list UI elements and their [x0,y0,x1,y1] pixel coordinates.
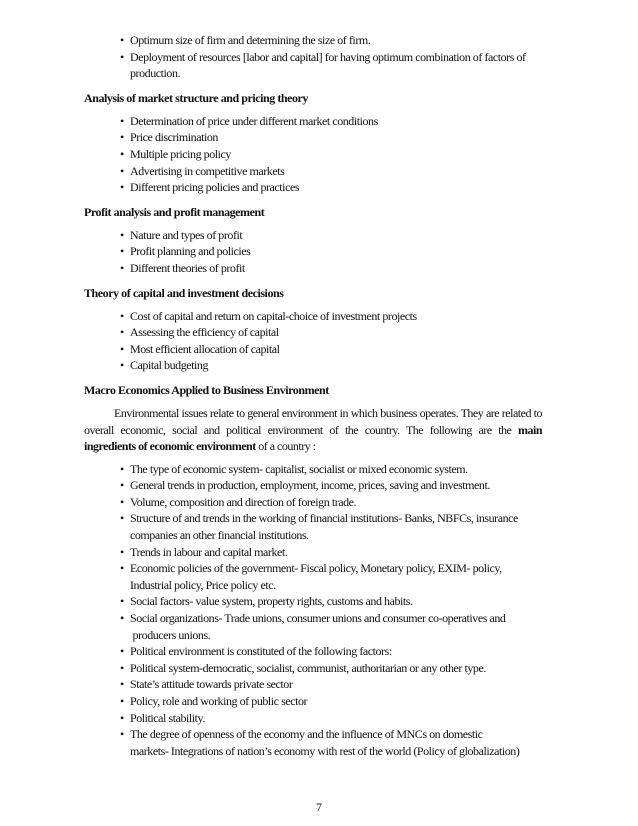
section-heading-market-structure: Analysis of market structure and pricing theory [84,90,308,105]
bullet-list-top [84,32,542,82]
list-item: • Economic policies of the government- Fiscal policy, Monetary policy, EXIM- policy, Industrial policy, Price policy etc. [120,560,542,593]
list-item: • General trends in production, employment, income, prices, saving and investment. [120,477,542,494]
list-item: • State’s attitude towards private sector [120,676,542,693]
bullet-list-market [84,113,542,196]
list-item: • The type of economic system- capitalist, socialist or mixed economic system. [120,461,542,478]
list-item: • Political system-democratic, socialist, communist, authoritarian or any other type. [120,660,542,677]
list-item: • The degree of openness of the economy and the influence of MNCs on domestic markets- Integrations of nation’s economy with rest of the world (Policy of globalization) [120,726,542,759]
list-item-continuation: companies an other financial institutions. [130,528,309,543]
list-item: • Nature and types of profit [120,227,542,244]
bullet-list-macro [84,461,542,760]
list-item: • Optimum size of firm and determining the size of firm. [120,32,542,49]
section-heading-capital: Theory of capital and investment decisions [84,285,284,300]
list-item: • Deployment of resources [labor and capital] for having optimum combination of factors of production. [120,49,542,82]
document-page [84,32,542,759]
list-item: • Profit planning and policies [120,243,542,260]
list-item-continuation: production. [130,66,181,81]
list-item: • Different theories of profit [120,260,542,277]
list-item: • Multiple pricing policy [120,146,542,163]
list-item-continuation: markets- Integrations of nation’s economy with rest of the world (Policy of globalization) [130,743,520,758]
list-item: • Price discrimination [120,129,542,146]
section-heading-profit: Profit analysis and profit management [84,204,265,219]
list-item: • Advertising in competitive markets [120,163,542,180]
list-item: • Cost of capital and return on capital-choice of investment projects [120,308,542,325]
list-item: • Determination of price under different market conditions [120,113,542,130]
list-item: • Different pricing policies and practices [120,179,542,196]
section-heading-macro: Macro Economics Applied to Business Environment [84,382,329,397]
list-item: • Assessing the efficiency of capital [120,324,542,341]
list-item: • Political environment is constituted of the following factors: [120,643,542,660]
bullet-list-profit [84,227,542,277]
list-item: • Capital budgeting [120,357,542,374]
list-item: • Volume, composition and direction of foreign trade. [120,494,542,511]
list-item-continuation: producers unions. [130,627,211,642]
list-item: • Most efficient allocation of capital [120,341,542,358]
bullet-list-capital [84,308,542,374]
macro-paragraph: Environmental issues relate to general environment in which business operates. They are related to overall economic, social and political environment of the country. The following are the main ingredients of economic environment of a country : [84,405,542,454]
list-item: • Political stability. [120,710,542,727]
list-item: • Social organizations- Trade unions, consumer unions and consumer co-operatives and producers unions. [120,610,542,643]
bold-phrase: main ingredients of economic environment [84,422,542,454]
list-item: • Structure of and trends in the working of financial institutions- Banks, NBFCs, insurance companies an other financial institutions. [120,510,542,543]
list-item: • Social factors- value system, property rights, customs and habits. [120,593,542,610]
list-item-continuation: Industrial policy, Price policy etc. [130,577,276,592]
page-number: 7 [316,800,322,814]
list-item: • Trends in labour and capital market. [120,544,542,561]
list-item: • Policy, role and working of public sector [120,693,542,710]
